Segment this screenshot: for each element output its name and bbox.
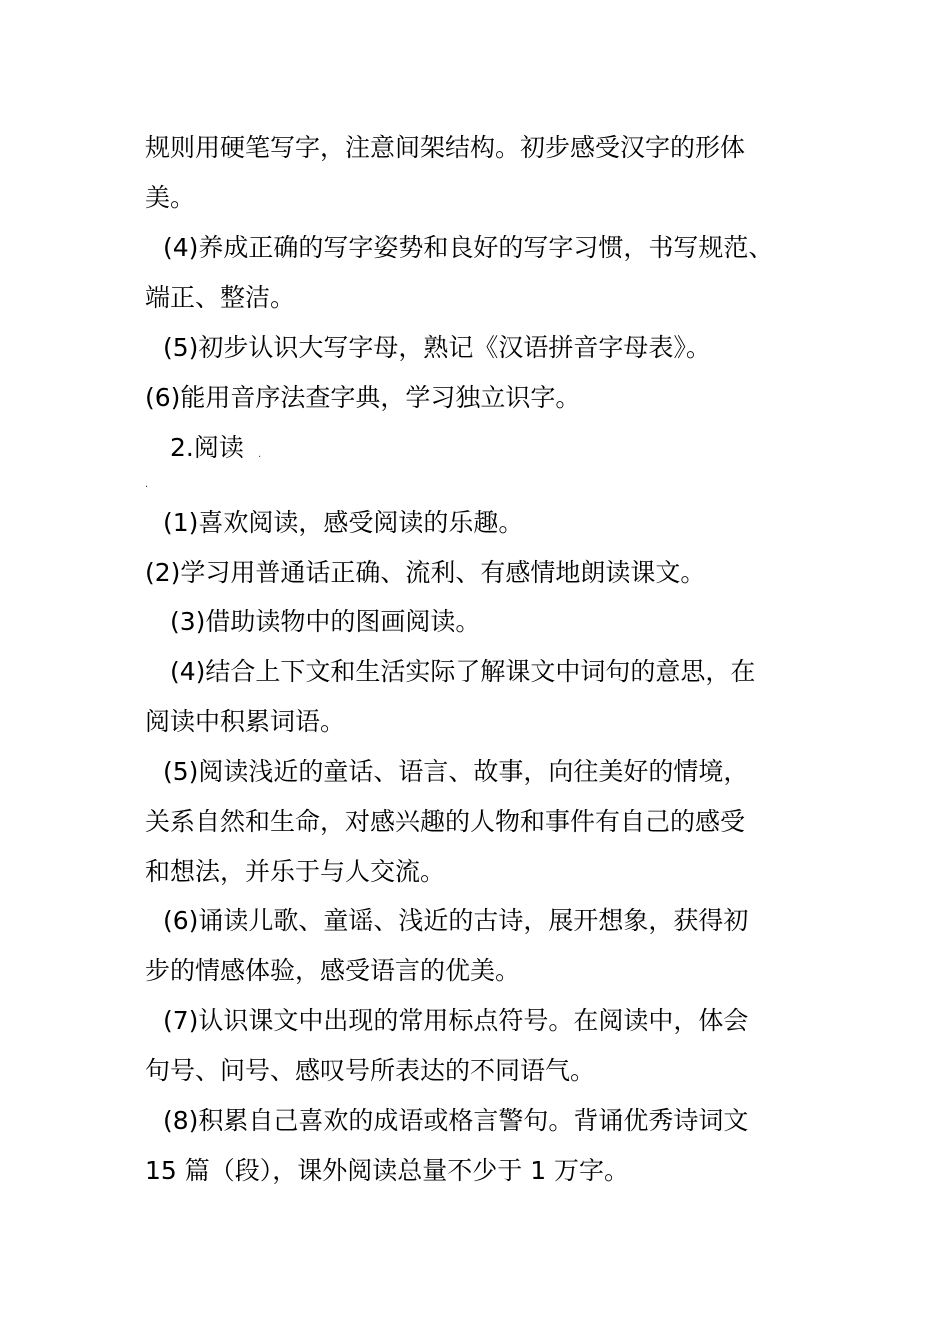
text-line: (6)能用音序法查字典，学习独立识字。 bbox=[145, 383, 581, 412]
text-line: 15 篇（段），课外阅读总量不少于 1 万字。 bbox=[145, 1156, 630, 1185]
text-line: (8)积累自己喜欢的成语或格言警句。背诵优秀诗词文 bbox=[163, 1106, 749, 1135]
text-line: 和想法，并乐于与人交流。 bbox=[145, 857, 446, 886]
text-line: (7)认识课文中出现的常用标点符号。在阅读中，体会 bbox=[163, 1006, 749, 1035]
text-line: 步的情感体验，感受语言的优美。 bbox=[145, 956, 521, 985]
text-line: (2)学习用普通话正确、流利、有感情地朗读课文。 bbox=[145, 558, 706, 587]
text-line: 关系自然和生命，对感兴趣的人物和事件有自己的感受 bbox=[145, 807, 746, 836]
text-line: (4)结合上下文和生活实际了解课文中词句的意思，在 bbox=[170, 657, 756, 686]
text-line: 规则用硬笔写字，注意间架结构。初步感受汉字的形体 bbox=[145, 133, 746, 162]
stray-mark: . bbox=[145, 479, 149, 490]
text-line: 端正、整洁。 bbox=[145, 283, 296, 312]
text-line: (4)养成正确的写字姿势和良好的写字习惯，书写规范、 bbox=[163, 233, 774, 262]
text-line: (5)阅读浅近的童话、语言、故事，向往美好的情境， bbox=[163, 757, 749, 786]
section-heading: 2.阅读 bbox=[170, 433, 244, 462]
text-line: (6)诵读儿歌、童谣、浅近的古诗，展开想象，获得初 bbox=[163, 906, 749, 935]
text-line: 句号、问号、感叹号所表达的不同语气。 bbox=[145, 1056, 596, 1085]
stray-mark: . bbox=[258, 449, 262, 460]
text-line: (3)借助读物中的图画阅读。 bbox=[170, 607, 481, 636]
text-line: 美。 bbox=[145, 183, 196, 212]
text-line: (1)喜欢阅读，感受阅读的乐趣。 bbox=[163, 508, 524, 537]
text-line: 阅读中积累词语。 bbox=[145, 707, 346, 736]
text-line: (5)初步认识大写字母，熟记《汉语拼音字母表》。 bbox=[163, 333, 711, 362]
